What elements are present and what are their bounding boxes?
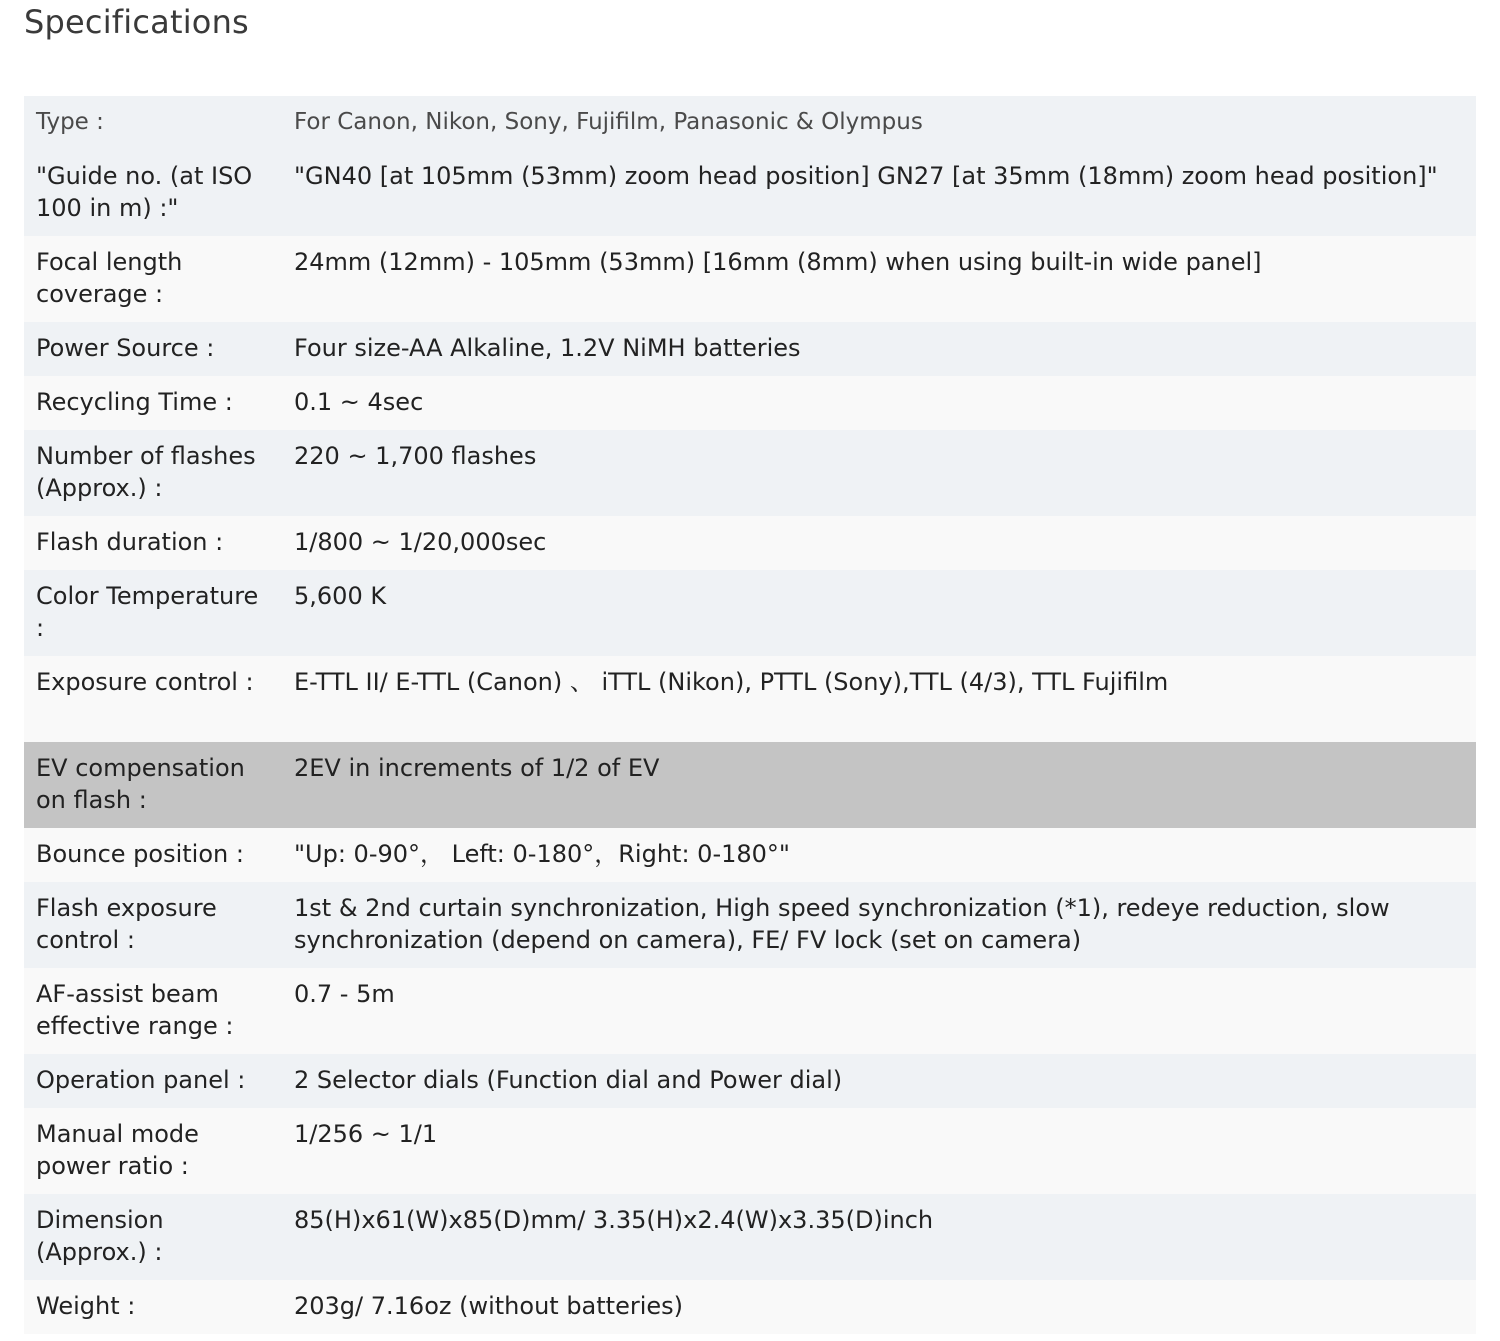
- spec-row-dimension: [24, 1194, 1476, 1280]
- spec-value: 203g/ 7.16oz (without batteries): [283, 1280, 1476, 1334]
- spec-label: Color Temperature :: [24, 570, 283, 656]
- spec-value: 0.7 - 5m: [283, 968, 1476, 1054]
- spec-label: Power Source :: [24, 322, 283, 376]
- spec-row-weight: [24, 1280, 1476, 1334]
- spec-row-flash-exposure-control: [24, 882, 1476, 968]
- spec-label: Number of flashes (Approx.) :: [24, 430, 283, 516]
- spec-label: Recycling Time :: [24, 376, 283, 430]
- page-title: Specifications: [24, 3, 249, 41]
- spec-label: Dimension (Approx.) :: [24, 1194, 283, 1280]
- spec-row-focal-length: [24, 236, 1476, 322]
- spec-label: "Guide no. (at ISO 100 in m) :": [24, 150, 283, 236]
- spec-row-guide-number: [24, 150, 1476, 236]
- spec-value: "Up: 0-90°， Left: 0-180°，Right: 0-180°": [283, 828, 1476, 882]
- spec-row-operation-panel: [24, 1054, 1476, 1108]
- spec-label: Weight :: [24, 1280, 283, 1334]
- spec-label: Manual mode power ratio :: [24, 1108, 283, 1194]
- spec-label: Exposure control :: [24, 656, 283, 742]
- spec-value: "GN40 [at 105mm (53mm) zoom head position] GN27 [at 35mm (18mm) zoom head position]": [283, 150, 1476, 236]
- spec-row-ev-compensation: [24, 742, 1476, 828]
- spec-row-manual-mode-power-ratio: [24, 1108, 1476, 1194]
- spec-row-power-source: [24, 322, 1476, 376]
- spec-value: For Canon, Nikon, Sony, Fujifilm, Panasonic & Olympus: [283, 96, 1476, 150]
- spec-value: 5,600 K: [283, 570, 1476, 656]
- spec-row-af-assist-beam: [24, 968, 1476, 1054]
- spec-label: Type :: [24, 96, 283, 150]
- spec-value: 0.1 ~ 4sec: [283, 376, 1476, 430]
- spec-label: Flash exposure control :: [24, 882, 283, 968]
- spec-label: EV compensation on flash :: [24, 742, 283, 828]
- spec-row-flash-duration: [24, 516, 1476, 570]
- spec-label: Focal length coverage :: [24, 236, 283, 322]
- spec-row-recycling-time: [24, 376, 1476, 430]
- spec-value: 1st & 2nd curtain synchronization, High speed synchronization (*1), redeye reduction, slow synchronization (depend on camera), FE/ FV lock (set on camera): [283, 882, 1476, 968]
- spec-value: 1/800 ~ 1/20,000sec: [283, 516, 1476, 570]
- specifications-table: [24, 96, 1476, 1334]
- spec-row-exposure-control: [24, 656, 1476, 742]
- spec-row-type: [24, 96, 1476, 150]
- spec-value: Four size-AA Alkaline, 1.2V NiMH batteries: [283, 322, 1476, 376]
- spec-label: Operation panel :: [24, 1054, 283, 1108]
- spec-label: Flash duration :: [24, 516, 283, 570]
- spec-row-number-of-flashes: [24, 430, 1476, 516]
- spec-value: 2EV in increments of 1/2 of EV: [283, 742, 1476, 828]
- spec-value: 1/256 ~ 1/1: [283, 1108, 1476, 1194]
- spec-row-color-temperature: [24, 570, 1476, 656]
- spec-value: E-TTL II/ E-TTL (Canon) 、 iTTL (Nikon), PTTL (Sony),TTL (4/3), TTL Fujifilm: [283, 656, 1476, 742]
- spec-value: 2 Selector dials (Function dial and Power dial): [283, 1054, 1476, 1108]
- spec-value: 85(H)x61(W)x85(D)mm/ 3.35(H)x2.4(W)x3.35(D)inch: [283, 1194, 1476, 1280]
- spec-row-bounce-position: [24, 828, 1476, 882]
- spec-label: AF-assist beam effective range :: [24, 968, 283, 1054]
- spec-value: 220 ~ 1,700 flashes: [283, 430, 1476, 516]
- spec-value: 24mm (12mm) - 105mm (53mm) [16mm (8mm) when using built-in wide panel]: [283, 236, 1476, 322]
- spec-label: Bounce position :: [24, 828, 283, 882]
